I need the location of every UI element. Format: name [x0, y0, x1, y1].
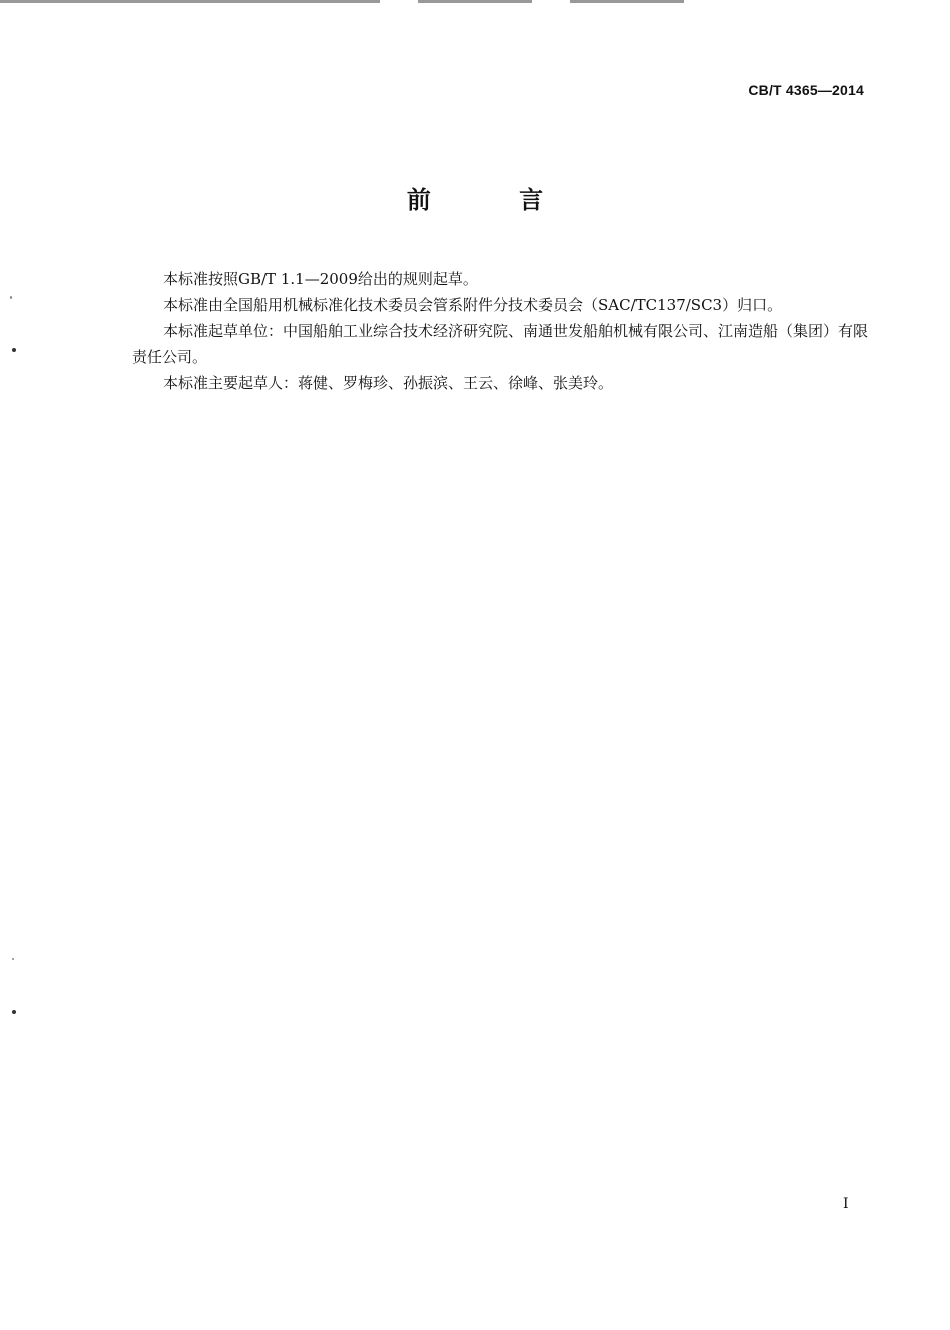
scan-top-edge	[0, 0, 950, 3]
scan-speck	[10, 296, 12, 299]
paragraph-drafting-units: 本标准起草单位：中国船舶工业综合技术经济研究院、南通世发船舶机械有限公司、江南造船（集团）有限责任公司。	[132, 322, 869, 366]
paragraph-drafters: 本标准主要起草人：蒋健、罗梅珍、孙振滨、王云、徐峰、张美玲。	[163, 374, 614, 392]
scan-speck	[12, 1010, 16, 1014]
foreword-body	[132, 266, 872, 396]
standard-number: CB/T 4365—2014	[748, 82, 864, 98]
scan-speck	[12, 348, 16, 352]
page-title: 前 言	[406, 186, 584, 214]
page-number: I	[843, 1196, 849, 1212]
paragraph-drafting-rules: 本标准按照GB/T 1.1—2009给出的规则起草。	[163, 270, 478, 288]
paragraph-committee: 本标准由全国船用机械标准化技术委员会管系附件分技术委员会（SAC/TC137/SC3）归口。	[163, 296, 783, 314]
scan-speck	[12, 958, 14, 960]
